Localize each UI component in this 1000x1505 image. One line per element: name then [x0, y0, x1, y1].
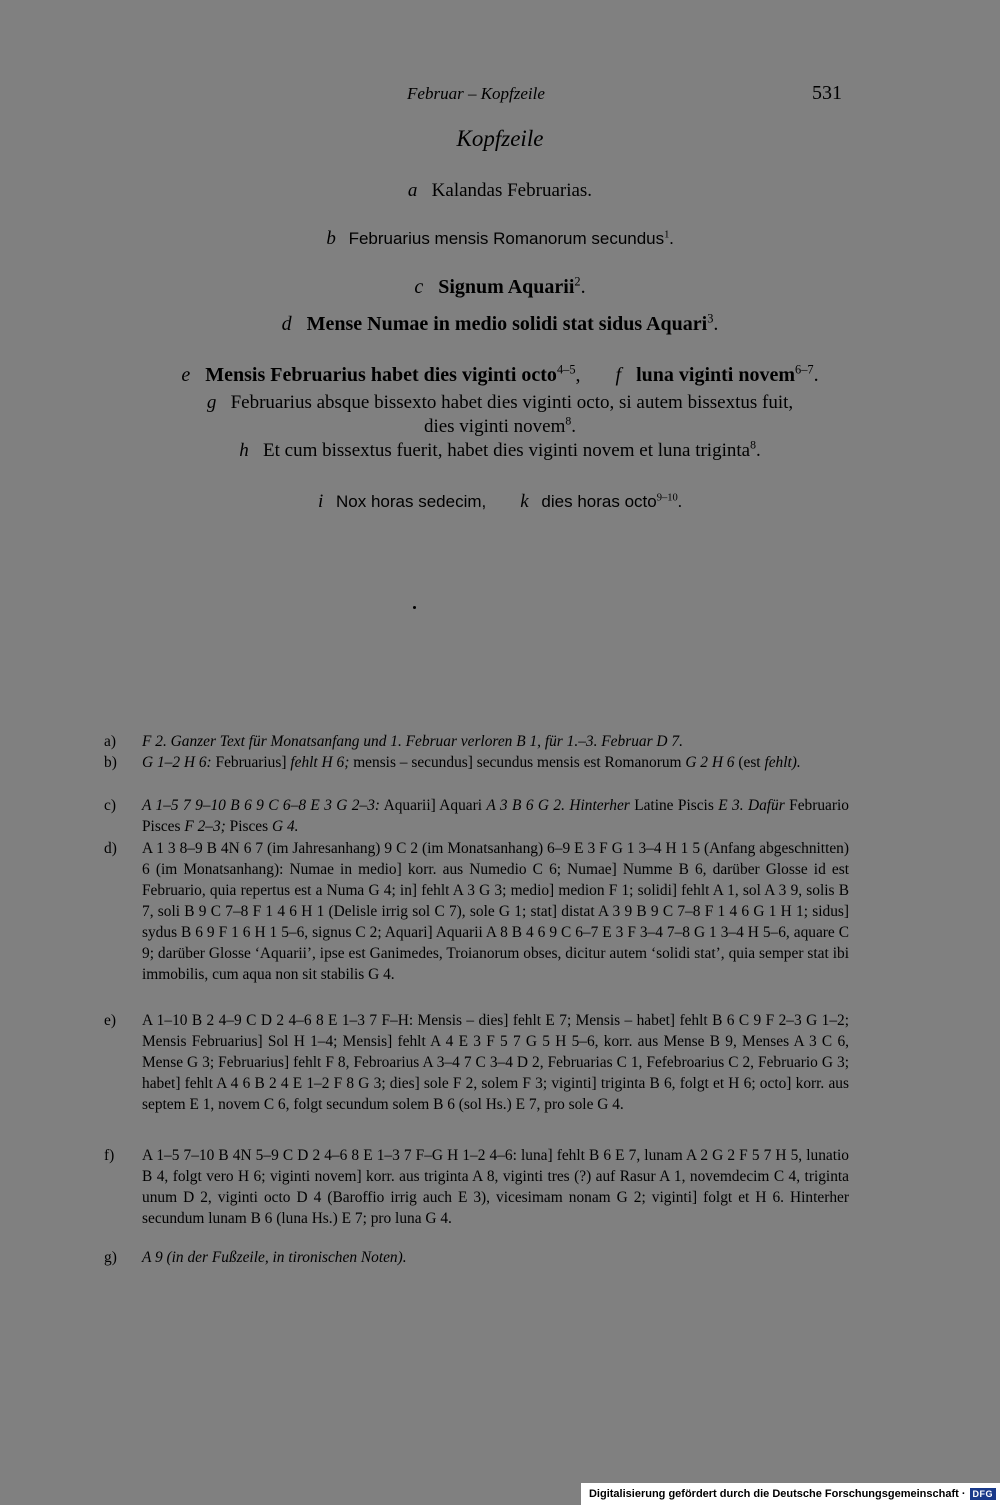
- letter-e: e: [181, 364, 191, 386]
- letter-g: g: [206, 392, 217, 413]
- letter-c: c: [414, 276, 424, 298]
- end-b: .: [669, 229, 674, 248]
- running-head-title: Februar – Kopfzeile: [407, 84, 545, 103]
- end-g: .: [571, 416, 577, 437]
- text-a: Kalandas Februarias.: [431, 180, 593, 201]
- end-h: .: [755, 440, 761, 461]
- line-c: [0, 276, 1000, 299]
- sup-b: 1: [664, 229, 670, 241]
- footnote-text: A 1–5 7 9–10 B 6 9 C 6–8 E 3 G 2–3: Aquarii] Aquari A 3 B 6 G 2. Hinterher Latine Piscis E 3. Dafür Februario Pisces F 2–3; Pisces G 4.: [142, 797, 849, 835]
- footnote-g: [104, 1247, 849, 1268]
- letter-h: h: [239, 440, 249, 461]
- text-c: Signum Aquarii: [438, 276, 575, 298]
- end-e: ,: [575, 364, 581, 386]
- end-c: .: [580, 276, 586, 298]
- footnote-text: A 1 3 8–9 B 4N 6 7 (im Jahresanhang) 9 C 2 (im Monatsanhang) 6–9 E 3 F G 1 3–4 H 1 5 (Anfang abgeschnitten) 6 (im Monatsanhang): Numae in medio] korr. aus Numedio C 6; Numae] Numme B 6, darüber Glosse id est Februario, quia repertus est a Numa G 4; in] fehlt A 3 G 3; medio] medion F 1; solidi] fehlt A 1, sol A 3 9, solis B 7, soli B 9 C 7–8 F 1 4 6 H 1 (Delisle irrig sol C 7), sole G 1; stat] distat A 3 9 B 9 C 7–8 F 1 4 6 G 1 H 1; sidus] sydus B 6 9 F 1 6 H 1 5–6, signus C 2; Aquari] Aquarii A 8 B 4 6 9 C 6–7 E 3 F 3–4 7–8 G 1 3–4 H 5–6, aquare C 9; darüber Glosse ‘Aquarii’, ipse est Ganimedes, Troianorum obses, dicitur autem ‘solidi stat’, quia semper stat ibi immobilis, cum aqua non sit stabilis G 4.: [142, 840, 849, 983]
- end-d: .: [713, 313, 719, 335]
- footnote-f: [104, 1145, 849, 1229]
- footnote-d: [104, 838, 849, 985]
- line-h: [0, 440, 1000, 462]
- footnote-label: a): [104, 733, 116, 750]
- footnote-text: A 1–10 B 2 4–9 C D 2 4–6 8 E 1–3 7 F–H: Mensis – dies] fehlt E 7; Mensis – habet] fehlt B 6 C 9 F 2–3 G 1–2; Mensis Februarius] Sol H 1–4; Mensis] fehlt A 4 E 3 F 5 7 G 5 H 5–6, korr. aus Mense B 9, Menses A 3 C 6, Mense G 3; Februarius] fehlt F 8, Febroarius A 3–4 7 C 3–4 D 2, Februarias C 1, Fefebroarius C 2, Februario G 3; habet] fehlt A 4 6 B 2 4 E 1–2 F 8 G 3; dies] sole F 2, solem F 3; viginti] triginta B 6, folgt et H 6; octo] korr. aus septem E 1, novem C 6, folgt secundum solem B 6 (sol Hs.) E 7, pro sole G 4.: [142, 1012, 849, 1113]
- footnote-a: [104, 731, 849, 752]
- letter-d: d: [281, 313, 292, 335]
- footnote-b: [104, 752, 849, 773]
- letter-i: i: [317, 491, 324, 512]
- line-d: [0, 313, 1000, 336]
- line-a: [0, 180, 1000, 202]
- section-heading: Kopfzeile: [456, 126, 544, 151]
- letter-k: k: [520, 491, 529, 512]
- text-e: Mensis Februarius habet dies viginti octo: [205, 364, 557, 386]
- end-f: .: [813, 364, 819, 386]
- text-g-2: dies viginti novem: [423, 416, 566, 437]
- sup-g: 8: [565, 414, 572, 428]
- footnote-label: c): [104, 797, 116, 814]
- text-d: Mense Numae in medio solidi stat sidus Aquari: [306, 313, 708, 335]
- text-b: Februarius mensis Romanorum secundus: [348, 229, 665, 248]
- footnote-label: g): [104, 1249, 117, 1266]
- footnote-text: F 2. Ganzer Text für Monatsanfang und 1. Februar verloren B 1, für 1.–3. Februar D 7.: [142, 733, 683, 750]
- page-number: 531: [812, 82, 842, 104]
- footnote-label: b): [104, 754, 117, 771]
- sup-c: 2: [574, 274, 581, 289]
- footnote-text: A 1–5 7–10 B 4N 5–9 C D 2 4–6 8 E 1–3 7 F–G H 1–2 4–6: luna] fehlt B 6 E 7, lunam A 2 G 2 F 5 7 H 5, lunatio B 4, folgt vero H 6; viginti novem] korr. aus triginta A 8, viginti tres (?) auf Rasur A 1, novemdecim C 4, triginta unum D 2, viginti octo D 4 (Baroffio irrig auch E 3), vicesimam nonam G 2; viginti] folgt et H 6. Hinterher secundum lunam B 6 (luna Hs.) E 7; pro luna G 4.: [142, 1147, 849, 1227]
- footnote-label: f): [104, 1147, 115, 1164]
- dfg-logo: DFG: [970, 1488, 997, 1500]
- sup-d: 3: [707, 311, 714, 326]
- letter-b: b: [326, 228, 336, 249]
- line-i-k: [0, 491, 1000, 513]
- line-e-f: [0, 364, 1000, 387]
- text-g-1: Februarius absque bissexto habet dies viginti octo, si autem bissextus fuit,: [230, 392, 794, 413]
- text-k: dies horas octo: [541, 492, 657, 511]
- letter-a: a: [407, 180, 418, 201]
- sup-f: 6–7: [795, 362, 814, 377]
- footnote-c: [104, 795, 849, 837]
- dfg-footer-text: Digitalisierung gefördert durch die Deutsche Forschungsgemeinschaft ·: [588, 1488, 966, 1500]
- footnote-e: [104, 1010, 849, 1115]
- dfg-footer: [581, 1483, 1000, 1505]
- footnote-text: G 1–2 H 6: Februarius] fehlt H 6; mensis – secundus] secundus mensis est Romanorum G 2 H 6 (est fehlt).: [142, 754, 801, 771]
- sup-k: 9–10: [656, 492, 678, 504]
- line-g: [0, 391, 1000, 439]
- sup-e: 4–5: [556, 362, 576, 377]
- footnote-label: d): [104, 840, 117, 857]
- speck-dot: [413, 606, 416, 609]
- text-f: luna viginti novem: [636, 364, 796, 386]
- line-b: [0, 228, 1000, 250]
- end-k: .: [677, 492, 683, 511]
- letter-f: f: [615, 364, 622, 386]
- text-h: Et cum bissextus fuerit, habet dies viginti novem et luna triginta: [263, 440, 751, 461]
- sup-h: 8: [750, 438, 756, 452]
- footnote-label: e): [104, 1012, 116, 1029]
- text-i: Nox horas sedecim,: [336, 492, 487, 511]
- footnote-text: A 9 (in der Fußzeile, in tironischen Noten).: [142, 1249, 407, 1266]
